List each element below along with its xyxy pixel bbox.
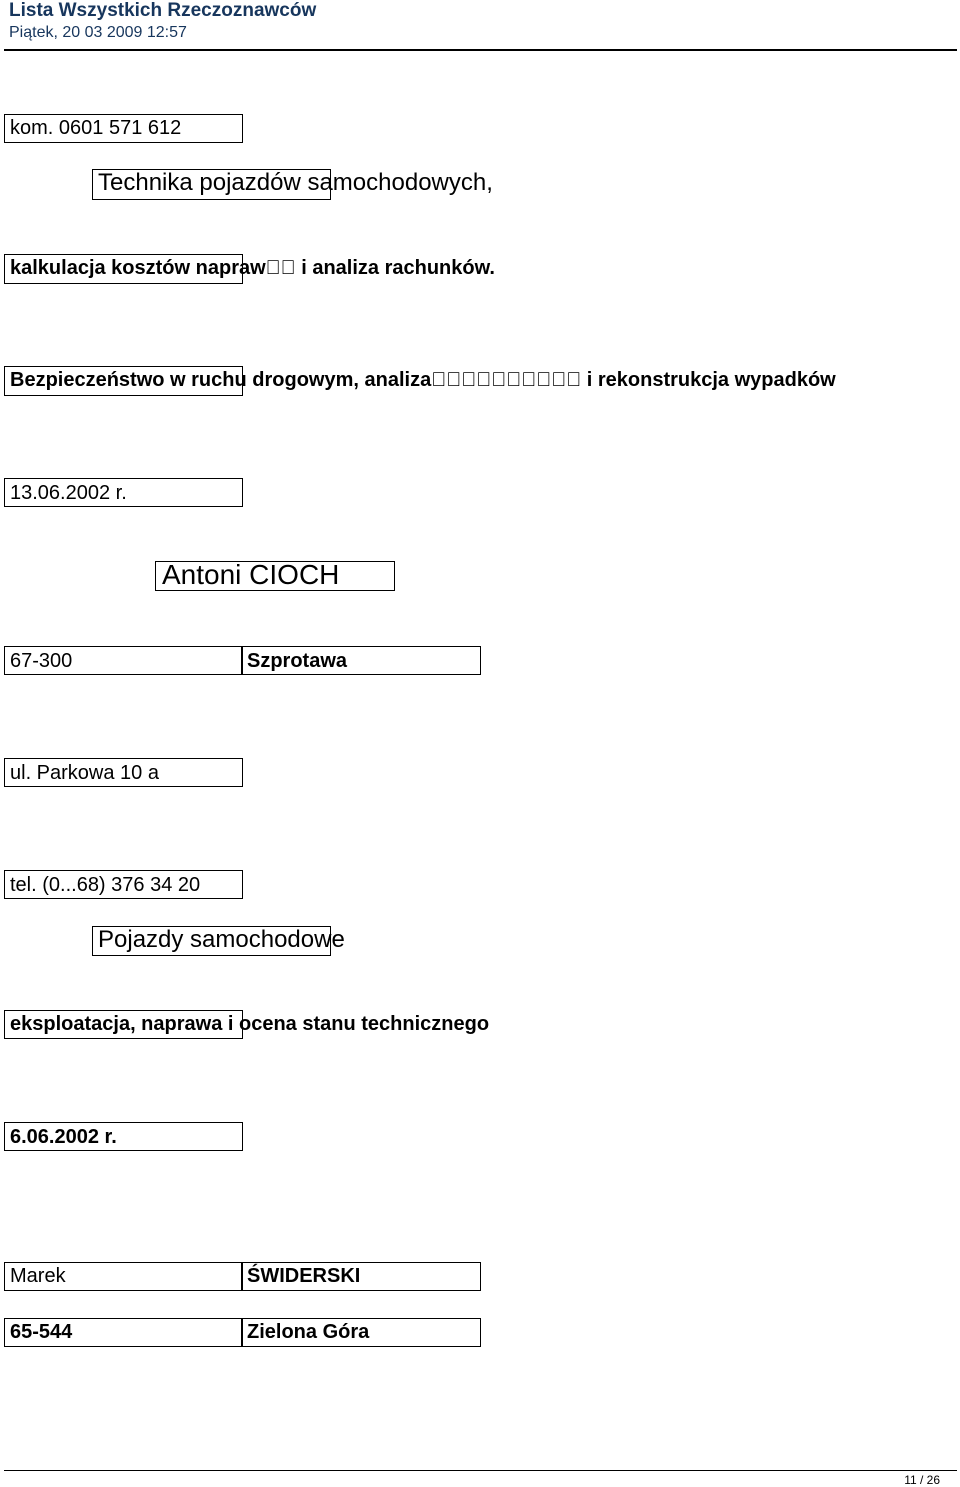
specialization-detail: eksploatacja, naprawa i ocena stanu technicznego: [10, 1013, 490, 1035]
specialization-title: Technika pojazdów samochodowych,: [98, 169, 493, 196]
document-date: Piątek, 20 03 2009 12:57: [9, 24, 187, 41]
postal-code: 65-544: [10, 1321, 73, 1343]
specialization-title: Pojazdy samochodowe: [98, 926, 345, 953]
page-number: 11 / 26: [904, 1473, 940, 1487]
specialization-detail: kalkulacja kosztów napraw   i analiza rachunków.: [10, 257, 495, 279]
footer-divider: [4, 1470, 957, 1471]
appointment-date: 6.06.2002 r.: [10, 1126, 117, 1148]
expert-name: Antoni CIOCH: [162, 559, 340, 590]
first-name: Marek: [10, 1265, 66, 1287]
phone: tel. (0...68) 376 34 20: [10, 874, 201, 896]
city: Zielona Góra: [247, 1321, 370, 1343]
document-title: Lista Wszystkich Rzeczoznawców: [9, 0, 317, 21]
header-divider: [4, 49, 957, 51]
mobile-phone: kom. 0601 571 612: [10, 117, 182, 139]
last-name: ŚWIDERSKI: [247, 1265, 361, 1287]
appointment-date: 13.06.2002 r.: [10, 482, 127, 504]
specialization-secondary: Bezpieczeństwo w ruchu drogowym, analiza           i rekonstrukcja wypadków: [10, 369, 836, 391]
city: Szprotawa: [247, 650, 348, 672]
postal-code: 67-300: [10, 650, 73, 672]
street-address: ul. Parkowa 10 a: [10, 762, 159, 784]
